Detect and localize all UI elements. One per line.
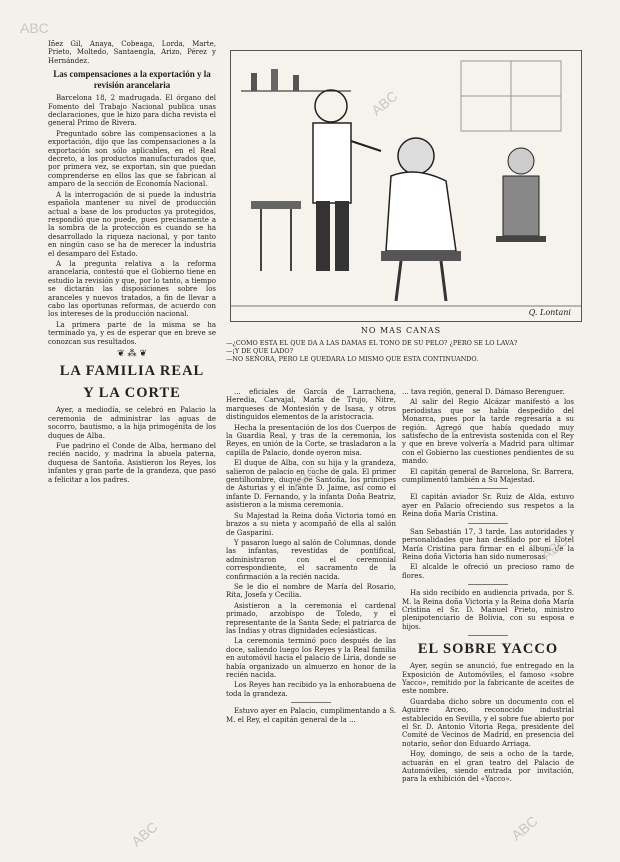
article-paragraph: ... eficiales de García de Larrachena, Heredia, Carvajal, María de Trujo, Nitre, marqueses de Montesión y de Isasa, y otros distinguidos elementos de la aristocracia. [226,388,396,422]
column-left [48,40,216,486]
section-title: Las compensaciones a la exportación y la revisión arancelaria [53,69,211,91]
article-paragraph: La primera parte de la misma se ha terminado ya, y es de esperar que en breve se conozcan sus resultados. [48,320,216,346]
article-paragraph: A la interrogación de si puede la industria española mantener su nivel de producción actual a base de los productos ya protegidos, respondió que no puede, pues precisamente a la sombra de la protección es cuando se ha desarrollado la riqueza nacional, y por tanto en ningún caso se ha de merecer la industria el desamparo del Estado. [48,190,216,258]
article-paragraph: Los Reyes han recibido ya la enhorabuena de toda la grandeza. [226,681,396,698]
divider [468,635,508,636]
barbershop-cartoon [230,50,582,322]
divider [468,523,508,524]
ornament-divider: ❦ ⁂ ❦ [117,349,147,359]
watermark: ABC [128,818,161,850]
article-paragraph: Su Majestad la Reina doña Victoria tomó en brazos a su nieta y acompañó de ella al salón de Gasparini. [226,511,396,537]
cartoon-title: NO MAS CANAS [360,326,442,335]
watermark: ABC [538,532,571,564]
watermark: ABC [20,20,49,36]
article-paragraph: La ceremonia terminó poco después de las doce, saliendo luego los Reyes y la Real familia en automóvil hacia el palacio de Liria, donde se había organizado un almuerzo en honor de la recién nacida. [226,637,396,679]
article-paragraph: Barcelona 18, 2 madrugada. El órgano del Fomento del Trabajo Nacional publica unas declaraciones, que le hizo para dicha revista el general Primo de Rivera. [48,94,216,128]
article-paragraph: El alcalde le ofreció un precioso ramo de flores. [402,563,574,580]
caption-line: —NO SEÑORA, PERO LE QUEDARA LO MISMO QUE ESTA CONTINUANDO. [226,355,479,363]
cartoon-signature: Q. Lontani [528,308,571,317]
headline-court: Y LA CORTE [83,385,181,402]
article-paragraph: Ha sido recibido en audiencia privada, por S. M. la Reina doña Victoria y la Reina doña María Cristina el Sr. D. Manuel Prieto, ministro plenipotenciario de Bolivia, con su esposa e hijos. [402,589,574,631]
watermark: ABC [288,462,321,494]
column-right [402,388,574,786]
article-paragraph: El capitán aviador Sr. Ruiz de Alda, estuvo ayer en Palacio ofreciendo sus respetos a la Reina doña María Cristina. [402,493,574,519]
article-paragraph: A la pregunta relativa a la reforma arancelaria, contestó que el Gobierno tiene en estudio la revisión y que, por lo tanto, a tiempo se dictarán las disposiciones sobre los aranceles y nuevos tratados, a fin de llevar a cabo las oportunas reformas, de acuerdo con los intereses de la producción nacional. [48,259,216,319]
divider [291,702,331,703]
article-paragraph: Ayer, a mediodía, se celebró en Palacio la ceremonia de administrar las aguas de socorro, bautismo, a la hija primogénita de los duques de Alba. [48,406,216,440]
article-paragraph: Hecha la presentación de los dos Cuerpos de la Guardia Real, y tras de la ceremonia, los Reyes, en unión de la Corte, se trasladaron a la capilla de Palacio, donde oyeron misa. [226,423,396,457]
caption-line: —¡Y DE QUE LADO? [226,347,293,355]
article-paragraph: San Sebastián 17, 3 tarde. Las autoridades y personalidades que han desfilado por el Hotel María Cristina para firmar en el álbum de la Reina doña Victoria han sido numerosas. [402,527,574,561]
article-paragraph: Hoy, domingo, de seis a ocho de la tarde, actuarán en el gran teatro del Palacio de Automóviles, siendo entrada por invitación, para la exhibición del «Yacco». [402,750,574,784]
cartoon-illustration [231,51,581,321]
article-paragraph: Ayer, según se anunció, fue entregado en la Exposición de Automóviles, el famoso «sobre Yacco», remitido por la fabricante de aceites de este nombre. [402,662,574,696]
divider [468,488,508,489]
article-paragraph: ... tava región, general D. Dámaso Berenguer. [402,388,565,396]
article-paragraph: El duque de Alba, con su hija y la grandeza, salieron de palacio en coche de gala. El primer gentilhombre, duque de Santoña, los príncipes de Asturias y el infante D. Jaime, así como el infante D. Fernando, y la infanta Doña Beatriz, asistieron a la misma ceremonia. [226,459,396,510]
watermark: ABC [368,87,401,119]
article-paragraph: Asistieron a la ceremonia el cardenal primado, arzobispo de Toledo, y el representante de la Santa Sede; el patriarca de las Indias y otras dignidades eclesiásticas. [226,601,396,635]
cartoon-caption [226,339,576,363]
headline-yacco: EL SOBRE YACCO [417,641,559,658]
divider [468,584,508,585]
article-paragraph: Fue padrino el Conde de Alba, hermano del recién nacido, y madrina la abuela paterna, duquesa de Santoña. Asistieron los Reyes, los infantes y gran parte de la grandeza, que pasó a felicitar a los padres. [48,442,216,484]
caption-line: —¿COMO ESTA EL QUE DA A LAS DAMAS EL TONO DE SU PELO? ¿PERO SE LO LAVA? [226,339,518,347]
article-paragraph: Al salir del Regio Alcázar manifestó a los periodistas que se había despedido del Monarca, pues por la tarde regresaría a su región. Agregó que había quedado muy satisfecho de la entrevista sostenida con el Rey y que en breve volvería a Madrid para ultimar con el Gobierno las cuestiones pendientes de su mando. [402,398,574,466]
article-paragraph: Preguntado sobre las compensaciones a la exportación, dijo que las compensaciones a la exportación son sólo aplicables, en el Real decreto, a los productos manufacturados que, por primera vez, se exportan, sin que puedan comprenderse en ellos las que se fabrican al amparo de la sección de Economía Nacional. [48,129,216,189]
intro-paragraph: Iñez Gil, Anaya, Cobeaga, Lorda, Marte, Prieto, Moltedo, Santaengla, Arizo, Pérez y Hernández. [48,40,216,65]
article-paragraph: Guardaba dicho sobre un documento con el Aguirre Arceo, reconocido industrial establecido en Sevilla, y el sobre fue abierto por el Sr. D. Antonio Vitoria Rega, presidente del Comité de Vecinos de Madrid, en presencia del notario, señor don Eduardo Arriaga. [402,697,574,748]
article-paragraph: El capitán general de Barcelona, Sr. Barrera, cumplimentó también a Su Majestad. [402,467,574,485]
article-paragraph: Se le dio el nombre de María del Rosario, Rita, Josefa y Cecilia. [226,582,396,600]
watermark: ABC [508,812,541,844]
headline-royal-family: LA FAMILIA REAL [59,363,205,380]
column-middle [226,388,396,726]
article-paragraph: Y pasaron luego al salón de Columnas, donde las infantas, revestidas de pontifical, administraron con el ceremonial correspondiente, el sacramento de la confirmación a la recién nacida. [226,538,396,581]
article-paragraph: Estuvo ayer en Palacio, cumplimentando a S. M. el Rey, el capitán general de la ... [226,707,396,724]
